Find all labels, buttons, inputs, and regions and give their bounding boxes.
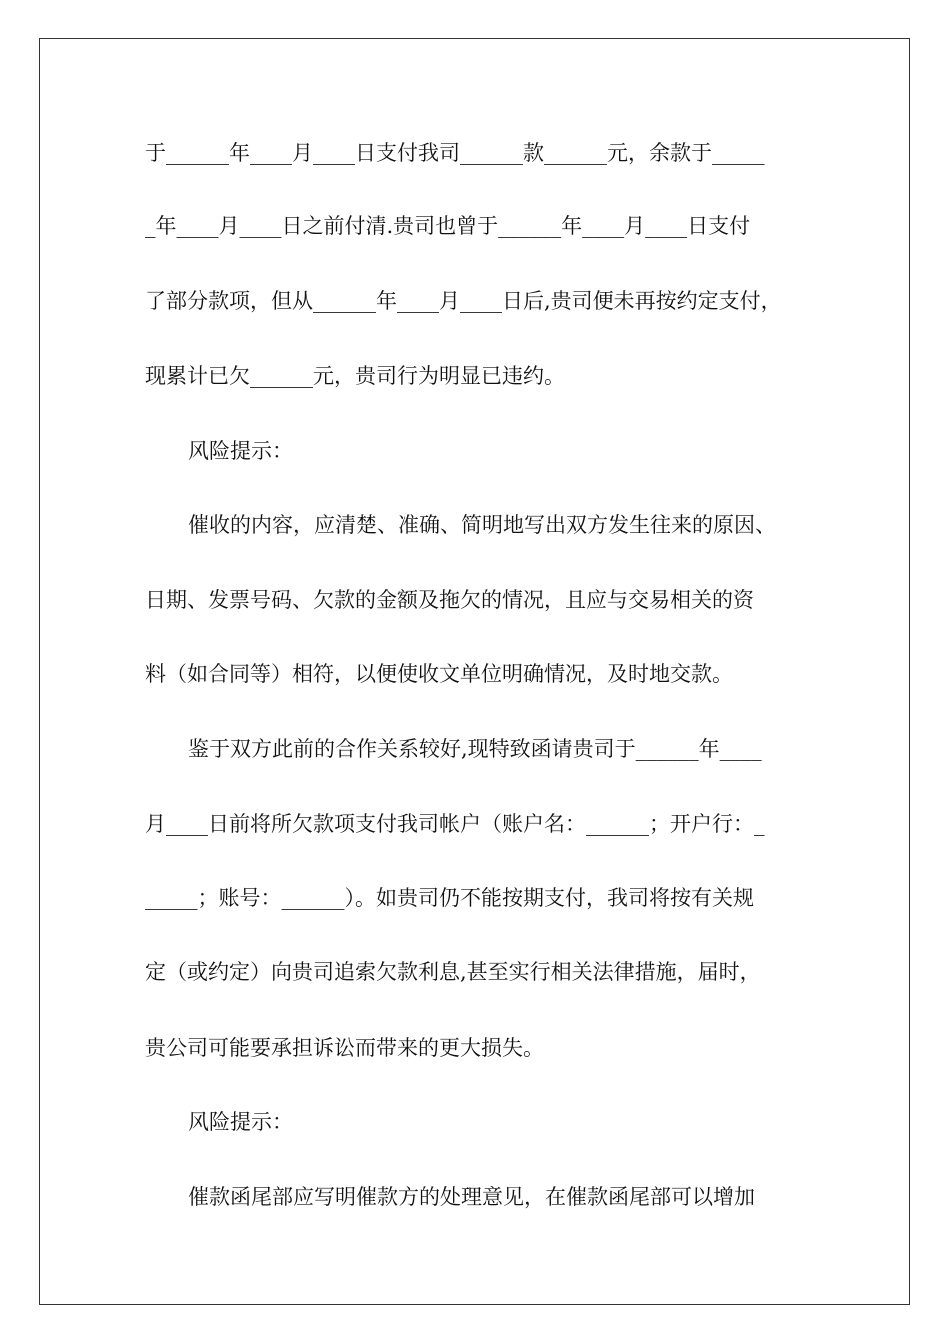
body-line-4: 现累计已欠______元，贵司行为明显已违约。	[145, 364, 565, 388]
body-line-2: _年____月____日之前付清.贵司也曾于______年____月____日支付	[145, 214, 751, 238]
body-line-12: 定（或约定）向贵司追索欠款利息,甚至实行相关法律措施，届时，	[145, 960, 761, 984]
body-line-8: 料（如合同等）相符，以便使收文单位明确情况，及时地交款。	[145, 662, 733, 686]
body-line-7: 日期、发票号码、欠款的金额及拖欠的情况，且应与交易相关的资	[145, 588, 754, 612]
body-line-1: 于______年____月____日支付我司______款______元，余款于_____	[145, 141, 765, 165]
body-line-11: _____；账号：______）。如贵司仍不能按期支付，我司将按有关规	[145, 886, 754, 910]
body-line-10: 月____日前将所欠款项支付我司帐户（账户名：______；开户行：_	[145, 812, 765, 836]
body-line-13: 贵公司可能要承担诉讼而带来的更大损失。	[145, 1036, 544, 1060]
risk-tip-heading-1: 风险提示：	[188, 439, 293, 463]
body-line-3: 了部分款项，但从______年____月____日后,贵司便未再按约定支付，	[145, 289, 782, 313]
body-line-15: 催款函尾部应写明催款方的处理意见，在催款函尾部可以增加	[188, 1185, 755, 1209]
body-line-6: 催收的内容，应清楚、准确、简明地写出双方发生往来的原因、	[188, 513, 776, 537]
risk-tip-heading-2: 风险提示：	[188, 1110, 293, 1134]
body-line-9: 鉴于双方此前的合作关系较好,现特致函请贵司于______年____	[188, 737, 762, 761]
